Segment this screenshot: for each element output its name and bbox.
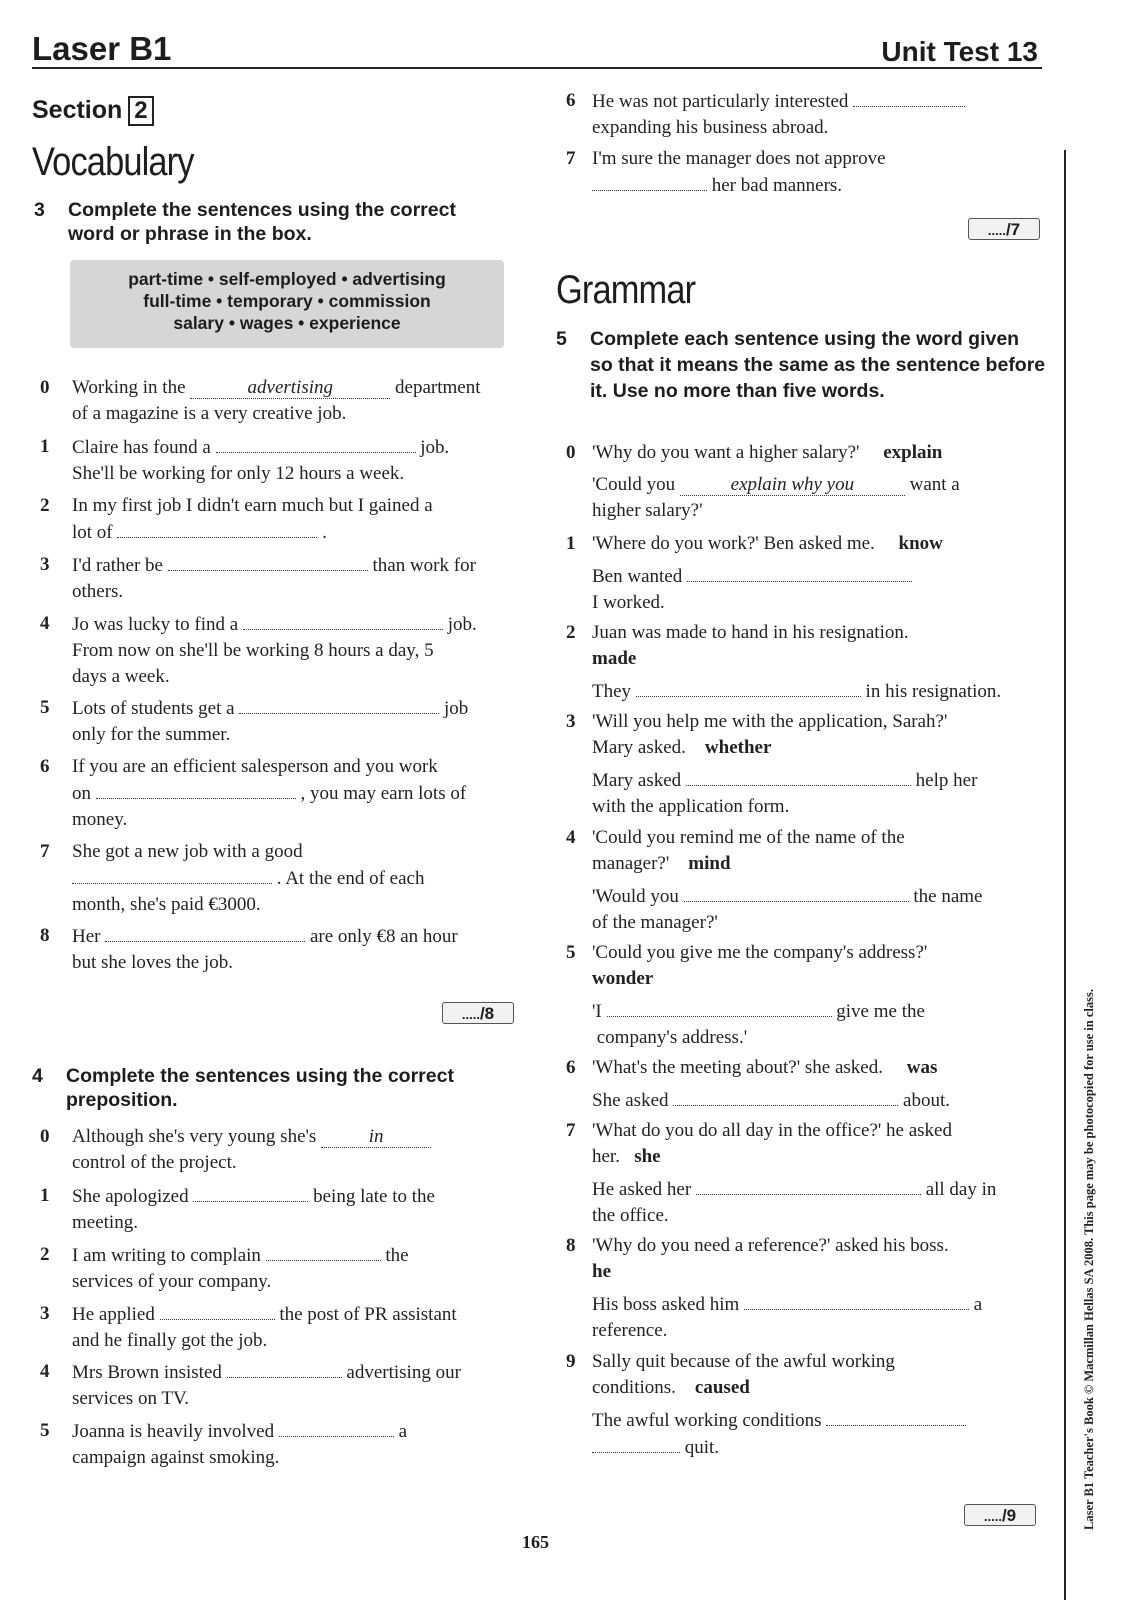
section-label: [32, 96, 154, 126]
answer-blank[interactable]: [592, 172, 707, 191]
item-text: job.: [447, 614, 477, 635]
item-number: 3: [566, 711, 576, 732]
word-box-line: salary • wages • experience: [173, 313, 401, 333]
item-text: She'll be working for only 12 hours a week.: [72, 463, 405, 484]
item-text: help her: [915, 770, 978, 791]
item-number: 1: [40, 436, 50, 457]
ex4-item-3: [40, 1301, 530, 1354]
ex5-item-0: [566, 440, 1036, 524]
item-text: money.: [72, 809, 128, 830]
item-number: 5: [40, 1420, 50, 1441]
item-text: only for the summer.: [72, 724, 231, 745]
item-number: 2: [566, 622, 576, 643]
ex4-item-1: [40, 1183, 530, 1236]
item-text: Her: [72, 926, 101, 947]
side-rule: [1064, 150, 1066, 1600]
exercise-3-instruction: [34, 198, 494, 246]
question-text: 'What do you do all day in the office?' he asked: [592, 1120, 952, 1141]
item-text: department: [395, 377, 481, 398]
exercise-number: 4: [32, 1065, 43, 1087]
exercise-number: 3: [34, 199, 45, 221]
item-text: Mary asked: [592, 770, 682, 791]
item-text: the post of PR assistant: [279, 1304, 457, 1325]
item-text: meeting.: [72, 1212, 138, 1233]
exercise-4-instruction: [32, 1064, 492, 1112]
ex3-item-1: [40, 434, 530, 487]
item-text: Lots of students get a: [72, 698, 235, 719]
item-number: 6: [566, 90, 576, 111]
item-text: a: [973, 1294, 983, 1315]
item-text: If you are an efficient salesperson and you work: [72, 756, 438, 777]
item-text: are only €8 an hour: [309, 926, 458, 947]
item-number: 8: [566, 1235, 576, 1256]
question-text: 'Could you remind me of the name of the: [592, 827, 905, 848]
ex5-item-4: [566, 825, 1036, 936]
answer-blank[interactable]: [592, 1434, 680, 1453]
ex5-item-7: [566, 1118, 1036, 1229]
key-word: mind: [688, 853, 731, 874]
item-number: 5: [40, 697, 50, 718]
ex3-item-6: [40, 754, 530, 833]
question-text: 'Could you give me the company's address?': [592, 942, 928, 963]
ex3-item-5: [40, 695, 530, 748]
item-text: I worked.: [592, 592, 665, 613]
answer-blank[interactable]: [243, 611, 443, 630]
item-number: 4: [566, 827, 576, 848]
ex5-item-5: [566, 940, 1036, 1051]
answer-blank[interactable]: [117, 519, 317, 538]
item-text: She got a new job with a good: [72, 841, 303, 862]
answer-blank[interactable]: [96, 780, 296, 799]
item-text: higher salary?': [592, 500, 703, 521]
key-word: whether: [704, 737, 772, 758]
item-text: the name: [913, 886, 983, 907]
item-text: expanding his business abroad.: [592, 117, 829, 138]
item-text: in his resignation.: [865, 681, 1002, 702]
score-box-ex3: [442, 1002, 514, 1024]
item-text: He asked her: [592, 1179, 692, 1200]
item-text: She asked: [592, 1090, 669, 1111]
key-word: made: [592, 648, 637, 669]
item-text: He was not particularly interested: [592, 91, 849, 112]
question-text: her.: [592, 1146, 620, 1167]
vocabulary-heading: Vocabulary: [32, 140, 194, 184]
item-text: than work for: [372, 555, 476, 576]
item-text: company's address.': [596, 1027, 748, 1048]
question-text: 'Where do you work?' Ben asked me.: [592, 533, 875, 554]
ex4-item-7: [566, 146, 1036, 199]
item-text: advertising our: [346, 1362, 461, 1383]
item-number: 2: [40, 495, 50, 516]
ex5-item-9: [566, 1349, 1036, 1461]
item-text: , you may earn lots of: [300, 783, 467, 804]
item-text: services of your company.: [72, 1271, 272, 1292]
key-word: she: [634, 1146, 661, 1167]
item-text: Although she's very young she's: [72, 1126, 317, 1147]
item-text: In my first job I didn't earn much but I gained a: [72, 495, 433, 516]
item-text: month, she's paid €3000.: [72, 894, 261, 915]
item-number: 2: [40, 1244, 50, 1265]
score-total: /7: [1005, 220, 1021, 239]
ex4-item-0: [40, 1124, 530, 1176]
item-text: Jo was lucky to find a: [72, 614, 239, 635]
score-dots: .....: [983, 1509, 1002, 1524]
item-number: 7: [566, 1120, 576, 1141]
key-word: know: [898, 533, 943, 554]
item-number: 5: [566, 942, 576, 963]
answer-blank[interactable]: [826, 1407, 966, 1426]
item-text: . At the end of each: [276, 868, 425, 889]
answer-blank[interactable]: [193, 1183, 308, 1202]
item-text: campaign against smoking.: [72, 1447, 280, 1468]
answer-blank[interactable]: [266, 1242, 381, 1261]
answer-blank[interactable]: [72, 865, 272, 884]
item-text: want a: [909, 474, 960, 495]
item-number: 6: [566, 1057, 576, 1078]
score-total: /8: [479, 1004, 495, 1023]
item-text: control of the project.: [72, 1152, 237, 1173]
section-number: 2: [128, 96, 153, 126]
item-text: Claire has found a: [72, 437, 211, 458]
question-text: Sally quit because of the awful working: [592, 1351, 895, 1372]
answer-blank[interactable]: [227, 1359, 342, 1378]
unit-test-title: Unit Test 13: [881, 36, 1038, 67]
item-text: others.: [72, 581, 124, 602]
item-text: Mrs Brown insisted: [72, 1362, 222, 1383]
score-dots: .....: [461, 1007, 480, 1022]
item-number: 4: [40, 613, 50, 634]
item-number: 1: [40, 1185, 50, 1206]
item-text: Joanna is heavily involved: [72, 1421, 275, 1442]
item-text: reference.: [592, 1320, 668, 1341]
answer-blank[interactable]: [696, 1176, 921, 1195]
instruction-text: Complete the sentences using the correct preposition.: [66, 1065, 454, 1111]
answer-blank[interactable]: [239, 695, 439, 714]
copyright-side-text: Laser B1 Teacher's Book © Macmillan Hellas SA 2008. This page may be photocopied for use in class.: [1082, 989, 1096, 1530]
item-text: all day in: [925, 1179, 997, 1200]
ex5-item-3: [566, 709, 1036, 820]
question-text: conditions.: [592, 1377, 676, 1398]
answer-blank[interactable]: [105, 923, 305, 942]
item-number: 1: [566, 533, 576, 554]
item-text: She apologized: [72, 1186, 189, 1207]
item-text: Ben wanted: [592, 566, 683, 587]
answer-blank[interactable]: [687, 563, 912, 582]
item-number: 0: [566, 442, 576, 463]
instruction-text: Complete the sentences using the correct word or phrase in the box.: [68, 199, 456, 245]
item-text: days a week.: [72, 666, 170, 687]
score-box-ex4: [968, 218, 1040, 240]
item-text: being late to the: [313, 1186, 435, 1207]
ex5-item-6: [566, 1055, 1036, 1114]
question-text: 'What's the meeting about?' she asked.: [592, 1057, 883, 1078]
item-text: He applied: [72, 1304, 155, 1325]
item-text: From now on she'll be working 8 hours a day, 5: [72, 640, 434, 661]
item-text: They: [592, 681, 632, 702]
item-text: .: [322, 522, 327, 543]
item-text: I am writing to complain: [72, 1245, 261, 1266]
answer-blank[interactable]: [853, 88, 965, 107]
section-text: Section: [32, 96, 123, 124]
item-number: 8: [40, 925, 50, 946]
word-box: [70, 260, 504, 348]
ex5-item-1: [566, 531, 1036, 616]
ex3-item-2: [40, 493, 530, 546]
item-text: on: [72, 783, 91, 804]
item-number: 6: [40, 756, 50, 777]
ex3-item-4: [40, 611, 530, 690]
key-word: wonder: [592, 968, 654, 989]
answer-blank[interactable]: [607, 998, 832, 1017]
item-text: The awful working conditions: [592, 1410, 822, 1431]
example-answer: in: [321, 1127, 431, 1148]
item-text: of a magazine is a very creative job.: [72, 403, 347, 424]
item-text: and he finally got the job.: [72, 1330, 268, 1351]
answer-blank[interactable]: [686, 767, 911, 786]
item-text: the: [385, 1245, 409, 1266]
ex3-item-8: [40, 923, 530, 976]
question-text: 'Why do you need a reference?' asked his boss.: [592, 1235, 949, 1256]
ex5-item-2: [566, 620, 1041, 705]
ex3-item-0: [40, 375, 530, 427]
word-box-line: full-time • temporary • commission: [143, 291, 431, 311]
answer-blank[interactable]: [673, 1087, 898, 1106]
item-text: but she loves the job.: [72, 952, 233, 973]
key-word: explain: [883, 442, 943, 463]
book-title: Laser B1: [32, 30, 172, 67]
item-text: 'Could you: [592, 474, 676, 495]
item-text: quit.: [684, 1437, 720, 1458]
item-number: 7: [566, 148, 576, 169]
page-number: 165: [522, 1532, 549, 1552]
instruction-text: Complete each sentence using the word given so that it means the same as the sentence before it. Use no more than five words.: [590, 328, 1046, 402]
item-text: lot of: [72, 522, 113, 543]
score-total: /9: [1001, 1506, 1017, 1525]
key-word: was: [906, 1057, 938, 1078]
ex4-item-6: [566, 88, 1036, 141]
item-text: of the manager?': [592, 912, 718, 933]
score-box-ex5: [964, 1504, 1036, 1526]
answer-blank[interactable]: [684, 883, 909, 902]
ex3-item-3: [40, 552, 530, 605]
item-text: a: [398, 1421, 408, 1442]
question-text: 'Why do you want a higher salary?': [592, 442, 860, 463]
question-text: Mary asked.: [592, 737, 686, 758]
grammar-heading: Grammar: [556, 268, 696, 312]
item-text: her bad manners.: [711, 175, 843, 196]
item-text: 'Would you: [592, 886, 679, 907]
word-box-line: part-time • self-employed • advertising: [128, 269, 446, 289]
item-text: services on TV.: [72, 1388, 189, 1409]
item-text: 'I: [592, 1001, 602, 1022]
header-rule: [32, 67, 1042, 69]
item-text: about.: [903, 1090, 950, 1111]
answer-blank[interactable]: [279, 1418, 394, 1437]
ex3-item-7: [40, 839, 530, 918]
item-text: give me the: [836, 1001, 925, 1022]
exercise-5-instruction: [556, 326, 1046, 404]
answer-blank[interactable]: [636, 678, 861, 697]
ex4-item-2: [40, 1242, 530, 1295]
item-number: 0: [40, 1126, 50, 1147]
item-number: 9: [566, 1351, 576, 1372]
item-text: job: [444, 698, 469, 719]
example-answer: advertising: [190, 378, 390, 399]
ex5-item-8: [566, 1233, 1036, 1344]
item-number: 0: [40, 377, 50, 398]
item-text: I'm sure the manager does not approve: [592, 148, 886, 169]
item-text: Working in the: [72, 377, 186, 398]
question-text: Juan was made to hand in his resignation.: [592, 622, 909, 643]
item-number: 7: [40, 841, 50, 862]
item-text: with the application form.: [592, 796, 790, 817]
key-word: caused: [694, 1377, 750, 1398]
answer-blank[interactable]: [744, 1291, 969, 1310]
key-word: he: [592, 1261, 611, 1282]
item-number: 3: [40, 554, 50, 575]
ex4-item-4: [40, 1359, 530, 1412]
answer-blank[interactable]: [160, 1301, 275, 1320]
score-dots: .....: [987, 223, 1006, 238]
question-text: 'Will you help me with the application, Sarah?': [592, 711, 948, 732]
ex4-item-5: [40, 1418, 530, 1471]
item-text: His boss asked him: [592, 1294, 740, 1315]
question-text: manager?': [592, 853, 670, 874]
answer-blank[interactable]: [216, 434, 416, 453]
item-text: I'd rather be: [72, 555, 163, 576]
item-number: 3: [40, 1303, 50, 1324]
answer-blank[interactable]: [168, 552, 368, 571]
item-number: 4: [40, 1361, 50, 1382]
item-text: the office.: [592, 1205, 669, 1226]
item-text: job.: [420, 437, 450, 458]
example-answer: explain why you: [680, 475, 905, 496]
exercise-number: 5: [556, 328, 567, 350]
